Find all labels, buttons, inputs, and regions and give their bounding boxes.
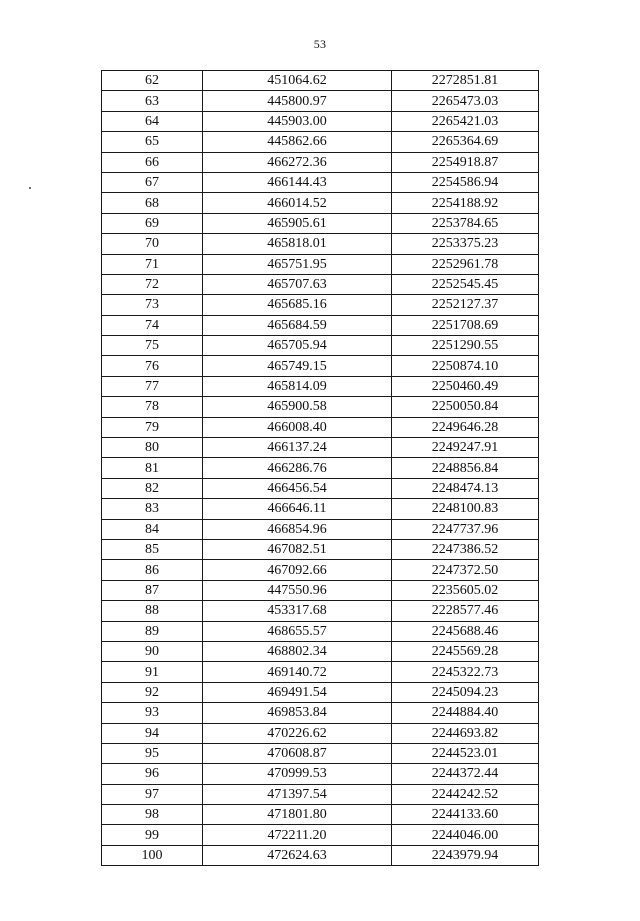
point-id-cell: 87 xyxy=(102,580,203,600)
x-coordinate-cell: 467092.66 xyxy=(203,560,392,580)
x-coordinate-cell: 465685.16 xyxy=(203,295,392,315)
x-coordinate-cell: 469853.84 xyxy=(203,703,392,723)
y-coordinate-cell: 2247737.96 xyxy=(392,519,539,539)
table-row xyxy=(102,397,539,417)
point-id-cell: 63 xyxy=(102,91,203,111)
scan-speck xyxy=(29,187,31,189)
x-coordinate-cell: 470608.87 xyxy=(203,743,392,763)
y-coordinate-cell: 2251708.69 xyxy=(392,315,539,335)
y-coordinate-cell: 2248856.84 xyxy=(392,458,539,478)
point-id-cell: 95 xyxy=(102,743,203,763)
point-id-cell: 62 xyxy=(102,71,203,91)
coordinate-table-body xyxy=(102,71,539,866)
table-row xyxy=(102,560,539,580)
x-coordinate-cell: 445862.66 xyxy=(203,132,392,152)
y-coordinate-cell: 2245322.73 xyxy=(392,662,539,682)
x-coordinate-cell: 465818.01 xyxy=(203,234,392,254)
y-coordinate-cell: 2250050.84 xyxy=(392,397,539,417)
table-row xyxy=(102,315,539,335)
x-coordinate-cell: 471801.80 xyxy=(203,805,392,825)
point-id-cell: 66 xyxy=(102,152,203,172)
point-id-cell: 100 xyxy=(102,845,203,865)
table-row xyxy=(102,417,539,437)
y-coordinate-cell: 2245094.23 xyxy=(392,682,539,702)
x-coordinate-cell: 466854.96 xyxy=(203,519,392,539)
point-id-cell: 88 xyxy=(102,601,203,621)
table-row xyxy=(102,356,539,376)
table-row xyxy=(102,805,539,825)
y-coordinate-cell: 2250460.49 xyxy=(392,376,539,396)
x-coordinate-cell: 466008.40 xyxy=(203,417,392,437)
x-coordinate-cell: 445903.00 xyxy=(203,111,392,131)
point-id-cell: 78 xyxy=(102,397,203,417)
table-row xyxy=(102,662,539,682)
x-coordinate-cell: 465707.63 xyxy=(203,274,392,294)
y-coordinate-cell: 2253375.23 xyxy=(392,234,539,254)
point-id-cell: 64 xyxy=(102,111,203,131)
table-row xyxy=(102,723,539,743)
x-coordinate-cell: 451064.62 xyxy=(203,71,392,91)
table-row xyxy=(102,111,539,131)
table-row xyxy=(102,234,539,254)
y-coordinate-cell: 2244523.01 xyxy=(392,743,539,763)
x-coordinate-cell: 467082.51 xyxy=(203,539,392,559)
x-coordinate-cell: 469491.54 xyxy=(203,682,392,702)
point-id-cell: 81 xyxy=(102,458,203,478)
y-coordinate-cell: 2228577.46 xyxy=(392,601,539,621)
point-id-cell: 67 xyxy=(102,172,203,192)
table-row xyxy=(102,172,539,192)
table-row xyxy=(102,743,539,763)
x-coordinate-cell: 447550.96 xyxy=(203,580,392,600)
point-id-cell: 90 xyxy=(102,641,203,661)
x-coordinate-cell: 466286.76 xyxy=(203,458,392,478)
x-coordinate-cell: 465900.58 xyxy=(203,397,392,417)
point-id-cell: 75 xyxy=(102,336,203,356)
point-id-cell: 84 xyxy=(102,519,203,539)
table-row xyxy=(102,499,539,519)
point-id-cell: 94 xyxy=(102,723,203,743)
table-row xyxy=(102,132,539,152)
x-coordinate-cell: 472624.63 xyxy=(203,845,392,865)
point-id-cell: 68 xyxy=(102,193,203,213)
page-number: 53 xyxy=(313,37,327,51)
y-coordinate-cell: 2248100.83 xyxy=(392,499,539,519)
table-row xyxy=(102,213,539,233)
y-coordinate-cell: 2244242.52 xyxy=(392,784,539,804)
y-coordinate-cell: 2244693.82 xyxy=(392,723,539,743)
x-coordinate-cell: 469140.72 xyxy=(203,662,392,682)
y-coordinate-cell: 2265364.69 xyxy=(392,132,539,152)
x-coordinate-cell: 465751.95 xyxy=(203,254,392,274)
x-coordinate-cell: 465905.61 xyxy=(203,213,392,233)
y-coordinate-cell: 2247372.50 xyxy=(392,560,539,580)
table-row xyxy=(102,703,539,723)
table-row xyxy=(102,376,539,396)
x-coordinate-cell: 470999.53 xyxy=(203,764,392,784)
y-coordinate-cell: 2253784.65 xyxy=(392,213,539,233)
y-coordinate-cell: 2272851.81 xyxy=(392,71,539,91)
table-row xyxy=(102,336,539,356)
table-row xyxy=(102,152,539,172)
x-coordinate-cell: 472211.20 xyxy=(203,825,392,845)
table-row xyxy=(102,601,539,621)
y-coordinate-cell: 2244372.44 xyxy=(392,764,539,784)
y-coordinate-cell: 2244133.60 xyxy=(392,805,539,825)
table-row xyxy=(102,621,539,641)
point-id-cell: 99 xyxy=(102,825,203,845)
y-coordinate-cell: 2265421.03 xyxy=(392,111,539,131)
point-id-cell: 96 xyxy=(102,764,203,784)
y-coordinate-cell: 2243979.94 xyxy=(392,845,539,865)
x-coordinate-cell: 466137.24 xyxy=(203,438,392,458)
coordinate-table xyxy=(101,70,539,866)
x-coordinate-cell: 466272.36 xyxy=(203,152,392,172)
point-id-cell: 82 xyxy=(102,478,203,498)
table-row xyxy=(102,193,539,213)
y-coordinate-cell: 2252127.37 xyxy=(392,295,539,315)
y-coordinate-cell: 2252961.78 xyxy=(392,254,539,274)
y-coordinate-cell: 2249646.28 xyxy=(392,417,539,437)
table-row xyxy=(102,91,539,111)
y-coordinate-cell: 2248474.13 xyxy=(392,478,539,498)
table-row xyxy=(102,295,539,315)
x-coordinate-cell: 466144.43 xyxy=(203,172,392,192)
table-row xyxy=(102,519,539,539)
y-coordinate-cell: 2251290.55 xyxy=(392,336,539,356)
point-id-cell: 74 xyxy=(102,315,203,335)
x-coordinate-cell: 470226.62 xyxy=(203,723,392,743)
table-row xyxy=(102,458,539,478)
point-id-cell: 86 xyxy=(102,560,203,580)
x-coordinate-cell: 465684.59 xyxy=(203,315,392,335)
y-coordinate-cell: 2235605.02 xyxy=(392,580,539,600)
table-row xyxy=(102,682,539,702)
point-id-cell: 91 xyxy=(102,662,203,682)
table-row xyxy=(102,764,539,784)
y-coordinate-cell: 2244046.00 xyxy=(392,825,539,845)
y-coordinate-cell: 2254918.87 xyxy=(392,152,539,172)
table-row xyxy=(102,825,539,845)
point-id-cell: 70 xyxy=(102,234,203,254)
x-coordinate-cell: 453317.68 xyxy=(203,601,392,621)
point-id-cell: 77 xyxy=(102,376,203,396)
y-coordinate-cell: 2250874.10 xyxy=(392,356,539,376)
point-id-cell: 89 xyxy=(102,621,203,641)
x-coordinate-cell: 471397.54 xyxy=(203,784,392,804)
x-coordinate-cell: 465814.09 xyxy=(203,376,392,396)
point-id-cell: 92 xyxy=(102,682,203,702)
table-row xyxy=(102,641,539,661)
point-id-cell: 85 xyxy=(102,539,203,559)
y-coordinate-cell: 2254188.92 xyxy=(392,193,539,213)
point-id-cell: 76 xyxy=(102,356,203,376)
y-coordinate-cell: 2252545.45 xyxy=(392,274,539,294)
table-row xyxy=(102,580,539,600)
point-id-cell: 93 xyxy=(102,703,203,723)
y-coordinate-cell: 2245569.28 xyxy=(392,641,539,661)
x-coordinate-cell: 465749.15 xyxy=(203,356,392,376)
table-row xyxy=(102,274,539,294)
table-row xyxy=(102,784,539,804)
table-row xyxy=(102,539,539,559)
point-id-cell: 69 xyxy=(102,213,203,233)
x-coordinate-cell: 466456.54 xyxy=(203,478,392,498)
point-id-cell: 73 xyxy=(102,295,203,315)
y-coordinate-cell: 2244884.40 xyxy=(392,703,539,723)
x-coordinate-cell: 466014.52 xyxy=(203,193,392,213)
table-row xyxy=(102,71,539,91)
point-id-cell: 97 xyxy=(102,784,203,804)
point-id-cell: 72 xyxy=(102,274,203,294)
point-id-cell: 80 xyxy=(102,438,203,458)
y-coordinate-cell: 2247386.52 xyxy=(392,539,539,559)
x-coordinate-cell: 465705.94 xyxy=(203,336,392,356)
x-coordinate-cell: 468655.57 xyxy=(203,621,392,641)
x-coordinate-cell: 445800.97 xyxy=(203,91,392,111)
point-id-cell: 98 xyxy=(102,805,203,825)
point-id-cell: 71 xyxy=(102,254,203,274)
point-id-cell: 65 xyxy=(102,132,203,152)
point-id-cell: 83 xyxy=(102,499,203,519)
table-row xyxy=(102,438,539,458)
y-coordinate-cell: 2265473.03 xyxy=(392,91,539,111)
y-coordinate-cell: 2254586.94 xyxy=(392,172,539,192)
y-coordinate-cell: 2249247.91 xyxy=(392,438,539,458)
x-coordinate-cell: 466646.11 xyxy=(203,499,392,519)
point-id-cell: 79 xyxy=(102,417,203,437)
table-row xyxy=(102,254,539,274)
table-row xyxy=(102,845,539,865)
table-row xyxy=(102,478,539,498)
x-coordinate-cell: 468802.34 xyxy=(203,641,392,661)
y-coordinate-cell: 2245688.46 xyxy=(392,621,539,641)
